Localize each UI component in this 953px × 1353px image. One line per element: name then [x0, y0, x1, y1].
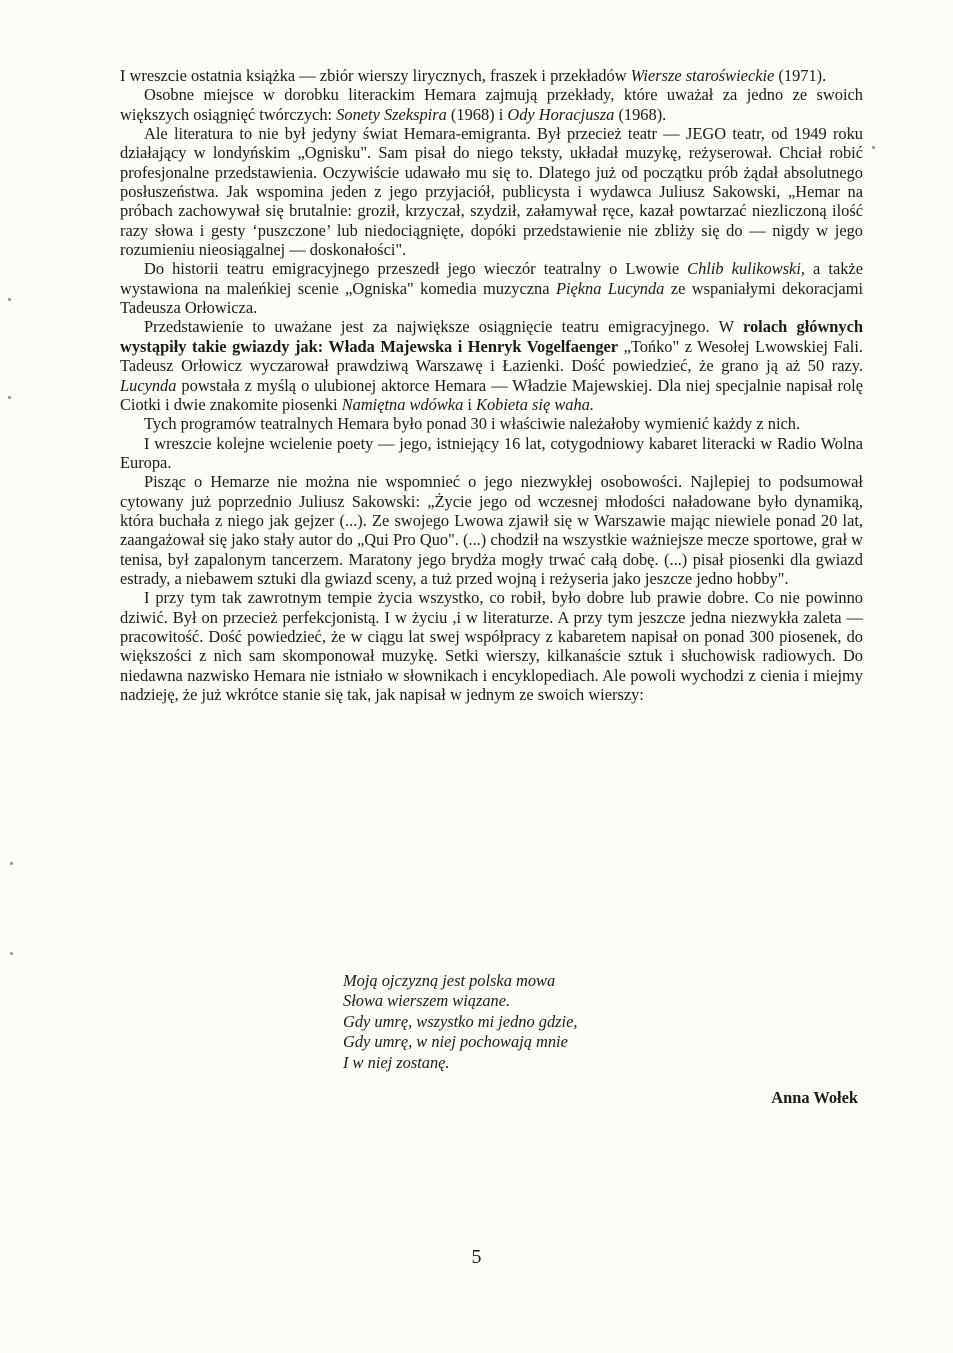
scan-mark	[872, 146, 875, 149]
text-run: I wreszcie ostatnia książka — zbiór wierszy lirycznych, fraszek i przekładów	[120, 66, 631, 85]
text-run: (1971).	[774, 66, 827, 85]
poem-line: Słowa wierszem wiązane.	[343, 991, 511, 1011]
scan-mark	[8, 396, 11, 399]
text-run: Osobne miejsce w dorobku literackim Hemara zajmują przekłady, które uważał za jedno ze swoich większych osiągnięć twórczych:	[120, 85, 863, 124]
poem-line: I w niej zostanę.	[343, 1052, 450, 1072]
paragraph	[120, 259, 863, 317]
text-run: Do historii teatru emigracyjnego przeszedł jego wieczór teatralny o Lwowie	[144, 259, 688, 279]
italic-title: Sonety Szekspira	[336, 104, 447, 124]
text-run: Tych programów teatralnych Hemara było ponad 30 i właściwie należałoby wymienić każdy z nich.	[144, 414, 801, 434]
paragraph	[120, 85, 863, 124]
paragraph	[120, 434, 863, 473]
italic-title: Namiętna wdówka	[341, 394, 464, 414]
scan-mark	[10, 952, 13, 955]
text-run: (1968) i	[446, 104, 508, 124]
paragraph	[120, 317, 863, 414]
paragraph	[120, 66, 863, 85]
paragraph	[120, 472, 863, 588]
poem-line: Gdy umrę, w niej pochowają mnie	[343, 1032, 568, 1052]
text-run: „Tońko" z Wesołej Lwowskiej Fali. Tadeusz Orłowicz wyczarował prawdziwą Warszawę i Łazienki. Dość powiedzieć, że grano ją aż 50 razy.	[120, 336, 863, 376]
page-number: 5	[471, 1246, 482, 1268]
text-run: Pisząc o Hemarze nie można nie wspomnieć o jego niezwykłej osobowości. Najlepiej to podsumował cytowany już poprzednio Juliusz Sakowski: „Życie jego od wczesnej młodości naładowane było dynamiką, która buchała z niego jak gejzer (...). Ze swojego Lwowa zjawił się w Warszawie mając niewiele ponad 20 lat, zaangażował się jako stały autor do „Qui Pro Quo". (...) chodził na wszystkie ważniejsze mecze sportowe, grał w tenisa, był zapalonym tancerzem. Maratony jego brydża mogły trwać całą dobę. (...) pisał piosenki dla gwiazd estrady, a niebawem sztuki dla gwiazd sceny, a tuż przed wojną i reżyseria jako jeszcze jedno hobby".	[120, 472, 863, 588]
poem-line: Moją ojczyzną jest polska mowa	[343, 971, 556, 990]
author-signature: Anna Wołek	[771, 1088, 858, 1107]
scan-mark	[10, 862, 13, 865]
paragraph	[120, 124, 863, 259]
italic-title: Lucynda	[120, 375, 177, 395]
text-run: (1968).	[614, 104, 667, 124]
text-run: i	[463, 394, 477, 414]
poem-quote	[343, 971, 577, 1073]
paragraph	[120, 414, 863, 433]
poem-line: Gdy umrę, wszystko mi jedno gdzie,	[343, 1011, 578, 1031]
text-run: I przy tym tak zawrotnym tempie życia wszystko, co robił, było dobre lub prawie dobre. Co nie powinno dziwić. Był on przecież perfekcjonistą. I w życiu ,i w literaturze. A przy tym jeszcze jedna niezwykła zaleta — pracowitość. Dość powiedzieć, że w ciągu lat swej współpracy z kabaretem napisał on ponad 300 piosenek, do większości z nich sam skomponował muzykę. Setki wierszy, kilkanaście sztuk i słuchowisk radiowych. Do niedawna nazwisko Hemara nie istniało w słownikach i encyklopediach. Ale powoli wychodzi z cienia i miejmy nadzieję, że już wkrótce stanie się tak, jak napisał w jednym ze swoich wierszy:	[120, 588, 863, 704]
bold-text: rolach głównych wystąpiły takie gwiazdy jak: Włada Majewska i Henryk Vogelfaenger	[120, 317, 863, 356]
text-run: ze wspaniałymi dekoracjami Tadeusza Orłowicza.	[120, 278, 863, 318]
text-run: Przedstawienie to uważane jest za największe osiągnięcie teatru emigracyjnego. W	[144, 317, 743, 337]
italic-title: Piękna Lucynda	[555, 278, 665, 298]
text-run: I wreszcie kolejne wcielenie poety — jego, istniejący 16 lat, cotygodniowy kabaret literacki w Radio Wolna Europa.	[120, 433, 863, 472]
text-run: powstała z myślą o ulubionej aktorce Hemara — Władzie Majewskiej. Dla niej specjalnie napisał rolę Ciotki i dwie znakomite piosenki	[120, 375, 863, 414]
italic-title: Kobieta się waha.	[476, 394, 594, 414]
text-run: a także wystawiona na maleńkiej scenie „Ogniska" komedia muzyczna	[120, 259, 863, 298]
italic-title: Chlib kulikowski,	[687, 259, 805, 279]
article-body	[120, 66, 863, 704]
italic-title: Ody Horacjusza	[507, 104, 615, 124]
scan-mark	[8, 298, 11, 301]
paragraph	[120, 588, 863, 704]
text-run: Ale literatura to nie był jedyny świat Hemara-emigranta. Był przecież teatr — JEGO teatr, od 1949 roku działający w londyńskim „Ognisku". Sam pisał do niego teksty, układał muzykę, reżyserował. Chciał robić profesjonalne przedstawienia. Oczywiście udawało mu się to. Dlatego już od początku prób żądał absolutnego posłuszeństwa. Jak wspomina jeden z jego przyjaciół, publicysta i wydawca Juliusz Sakowski, „Hemar na próbach zachowywał się brutalnie: groził, krzyczał, szydził, załamywał ręce, kazał powtarzać niezliczoną ilość razy słowa i gesty ‘puszczone’ lub niedociągnięte, dopóki przedstawienie nie zbliży się do — nigdy w jego rozumieniu nieosiągalnej — doskonałości".	[120, 124, 863, 260]
italic-title: Wiersze staroświeckie	[630, 66, 775, 85]
